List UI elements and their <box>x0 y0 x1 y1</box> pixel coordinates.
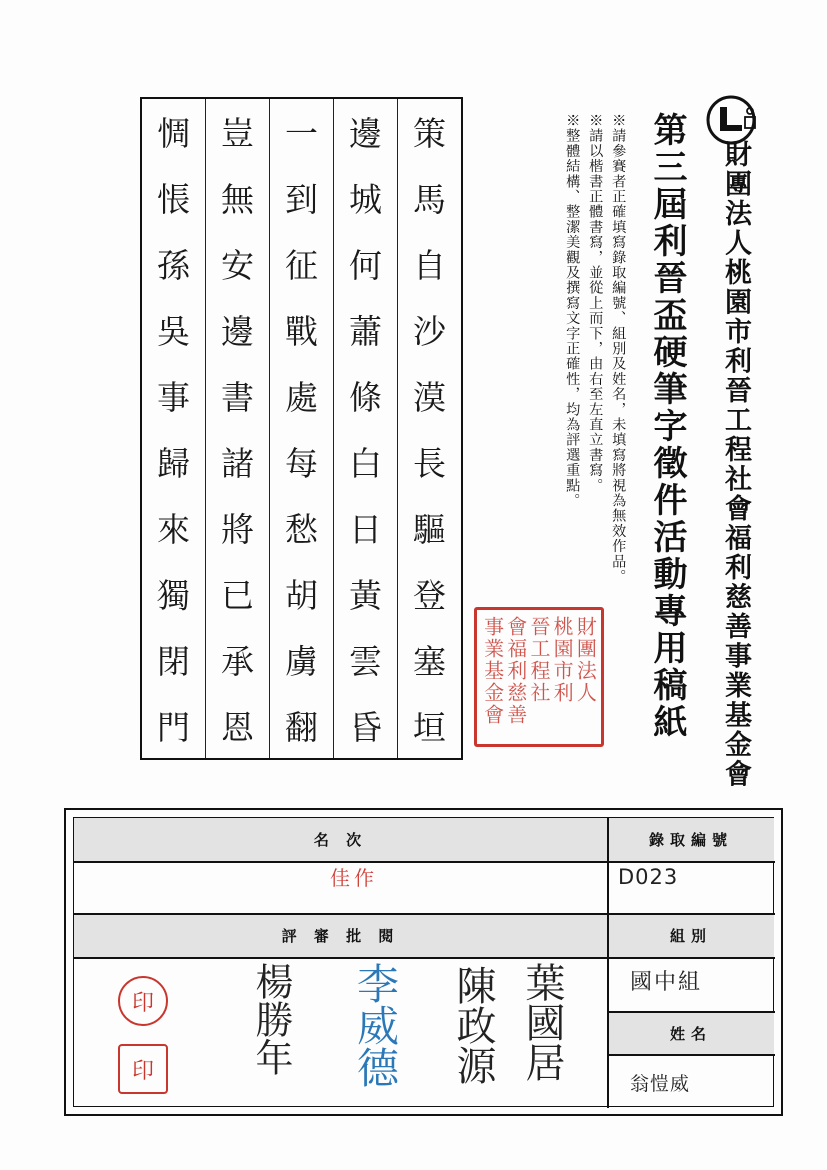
instruction-note-2: ※請以楷書正體書寫，並從上而下，由右至左直立書寫。 <box>587 113 604 493</box>
row-divider <box>74 957 775 959</box>
grid-cell: 垣 <box>413 707 446 747</box>
grid-cell: 諸 <box>221 443 254 483</box>
calligraphy-grid <box>140 97 463 760</box>
grid-cell: 馬 <box>413 180 446 220</box>
grid-cell: 處 <box>285 378 318 418</box>
grid-column <box>397 99 461 758</box>
instruction-note-1: ※請參賽者正確填寫錄取編號、組別及姓名，未填寫將視為無效作品。 <box>610 113 627 585</box>
judge-stamp-icon: 印 <box>118 1044 168 1094</box>
name-header: 姓名 <box>608 1012 774 1054</box>
grid-cell: 邊 <box>221 312 254 352</box>
number-header: 錄取編號 <box>608 818 774 861</box>
organization-name: 財團法人桃園市利晉工程社會福利慈善事業基金會 <box>720 140 751 789</box>
grid-cell: 事 <box>157 378 190 418</box>
grid-cell: 昏 <box>349 707 382 747</box>
grid-cell: 孫 <box>157 246 190 286</box>
grid-column <box>205 99 269 758</box>
rank-header: 名 次 <box>74 818 607 861</box>
grid-cell: 登 <box>413 575 446 615</box>
instruction-note-3: ※整體結構、整潔美觀及撰寫文字正確性，均為評選重點。 <box>564 113 581 509</box>
grid-cell: 閉 <box>157 641 190 681</box>
grid-cell: 悵 <box>157 180 190 220</box>
grid-cell: 獨 <box>157 575 190 615</box>
grid-cell: 戰 <box>285 312 318 352</box>
grid-cell: 長 <box>413 443 446 483</box>
grid-column <box>269 99 333 758</box>
grid-cell: 城 <box>349 180 382 220</box>
grid-cell: 門 <box>157 707 190 747</box>
seal-column: 事業基金會 <box>480 616 505 726</box>
page-title: 第三屆利晉盃硬筆字徵件活動專用稿紙 <box>647 112 687 741</box>
seal-column: 桃園市利 <box>550 616 575 704</box>
grid-cell: 征 <box>285 246 318 286</box>
grid-cell: 日 <box>349 509 382 549</box>
grid-column <box>333 99 397 758</box>
row-divider <box>608 1054 775 1056</box>
grid-cell: 吳 <box>157 312 190 352</box>
judge-signature: 陳政源 <box>450 965 496 1085</box>
grid-cell: 安 <box>221 246 254 286</box>
grid-cell: 無 <box>221 180 254 220</box>
group-value: 國中組 <box>630 970 703 995</box>
grid-cell: 愁 <box>285 509 318 549</box>
grid-cell: 每 <box>285 443 318 483</box>
judge-stamp-icon: 印 <box>118 976 168 1026</box>
grid-cell: 歸 <box>157 443 190 483</box>
grid-cell: 恩 <box>221 707 254 747</box>
grid-cell: 條 <box>349 378 382 418</box>
grid-cell: 到 <box>285 180 318 220</box>
grid-cell: 惆 <box>157 114 190 154</box>
grid-cell: 翻 <box>285 707 318 747</box>
foundation-logo-icon <box>705 94 761 146</box>
grid-cell: 一 <box>285 114 318 154</box>
row-divider <box>74 861 775 863</box>
name-value: 翁愷威 <box>630 1073 691 1095</box>
row-divider <box>608 1011 775 1013</box>
seal-column: 會福利慈善 <box>503 616 528 726</box>
group-header: 組別 <box>608 914 774 957</box>
grid-cell: 驅 <box>413 509 446 549</box>
grid-cell: 已 <box>221 575 254 615</box>
grid-cell: 漠 <box>413 378 446 418</box>
number-value: D023 <box>618 865 679 889</box>
grid-cell: 胡 <box>285 575 318 615</box>
grid-cell: 書 <box>221 378 254 418</box>
grid-cell: 策 <box>413 114 446 154</box>
judge-signature: 楊勝年 <box>249 962 293 1076</box>
judge-signature: 李威德 <box>351 962 400 1088</box>
grid-cell: 來 <box>157 509 190 549</box>
seal-column: 晉工程社 <box>526 616 551 704</box>
grid-cell: 何 <box>349 246 382 286</box>
rank-value: 佳作 <box>330 866 378 890</box>
result-table <box>73 817 774 1107</box>
grid-cell: 白 <box>349 443 382 483</box>
grid-cell: 自 <box>413 246 446 286</box>
grid-cell: 塞 <box>413 641 446 681</box>
review-header: 評 審 批 閱 <box>74 914 607 957</box>
grid-cell: 蕭 <box>349 312 382 352</box>
row-divider <box>74 913 775 915</box>
grid-cell: 邊 <box>349 114 382 154</box>
grid-column <box>142 99 205 758</box>
grid-cell: 虜 <box>285 641 318 681</box>
judge-signature: 葉國居 <box>519 962 565 1082</box>
foundation-seal <box>474 607 604 747</box>
grid-cell: 黃 <box>349 575 382 615</box>
grid-cell: 雲 <box>349 641 382 681</box>
grid-cell: 承 <box>221 641 254 681</box>
grid-cell: 沙 <box>413 312 446 352</box>
grid-cell: 將 <box>221 509 254 549</box>
seal-column: 財團法人 <box>573 616 598 704</box>
grid-cell: 豈 <box>221 114 254 154</box>
